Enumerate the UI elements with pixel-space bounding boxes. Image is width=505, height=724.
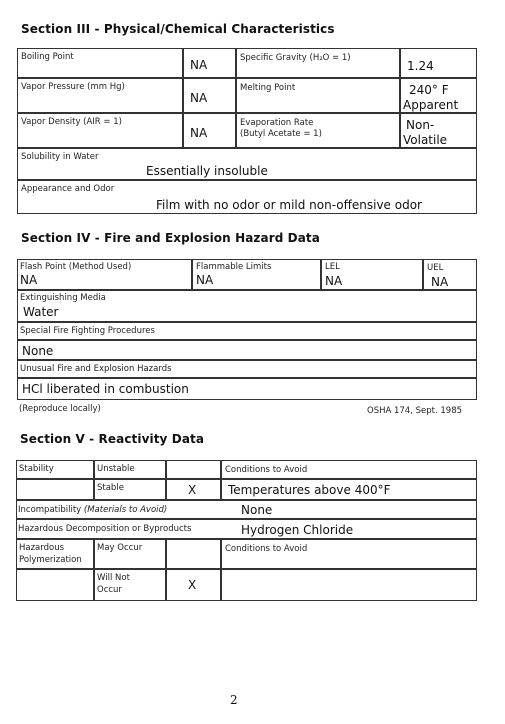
special-procedures-label-cell [17, 322, 477, 340]
specific-gravity-value: 1.24 [407, 59, 434, 73]
conditions-label: Conditions to Avoid [225, 465, 308, 475]
special-procedures-label: Special Fire Fighting Procedures [20, 326, 155, 336]
flammable-limits-label: Flammable Limits [196, 262, 272, 272]
decomposition-label: Hazardous Decomposition or Byproducts [18, 524, 192, 534]
boiling-point-label: Boiling Point [21, 52, 74, 62]
section-4-title [21, 231, 320, 245]
specific-gravity-value-cell [400, 48, 477, 78]
lel-label: LEL [325, 262, 340, 272]
vapor-pressure-label: Vapor Pressure (mm Hg) [21, 82, 125, 92]
vapor-density-value: NA [190, 126, 208, 140]
section-4-table [17, 259, 477, 400]
boiling-point-value-cell [183, 48, 236, 78]
conditions2-label: Conditions to Avoid [225, 544, 308, 554]
solubility-cell [17, 148, 477, 180]
extinguishing-value: Water [23, 305, 59, 319]
conditions2-value-cell [221, 569, 477, 601]
extinguishing-cell [17, 290, 477, 322]
incompatibility-label [18, 505, 167, 516]
incompatibility-label-plain: Incompatibility [18, 505, 84, 515]
unusual-hazards-value-cell [17, 378, 477, 400]
may-occur-mark-cell [166, 539, 221, 569]
section-3-table [17, 48, 477, 214]
hazpoly-label-cell [16, 539, 94, 569]
extinguishing-label: Extinguishing Media [20, 293, 106, 303]
flash-point-label: Flash Point (Method Used) [20, 262, 132, 272]
hazpoly-label-1: Hazardous [19, 543, 65, 553]
unstable-label-cell [94, 460, 166, 479]
uel-value: NA [431, 275, 449, 289]
section-4-prefix: Section IV - [21, 231, 105, 245]
will-not-occur-cell [94, 569, 166, 601]
incompatibility-label-italic: (Materials to Avoid) [83, 505, 168, 515]
osha-note: OSHA 174, Sept. 1985 [367, 406, 463, 416]
uel-label: UEL [427, 263, 444, 273]
stable-mark-cell [166, 479, 221, 500]
decomposition-value: Hydrogen Chloride [241, 523, 354, 537]
appearance-value: Film with no odor or mild non-offensive odor [156, 198, 422, 212]
section-5-main: Reactivity Data [98, 432, 205, 446]
boiling-point-value: NA [190, 58, 208, 72]
stability-label-cell [16, 460, 94, 479]
stable-label-cell [94, 479, 166, 500]
will-not-label-2: Occur [97, 585, 122, 595]
appearance-cell [17, 180, 477, 214]
will-not-mark: X [188, 578, 197, 592]
unstable-mark-cell [166, 460, 221, 479]
conditions-label-cell [221, 460, 477, 479]
evaporation-label-2: (Butyl Acetate = 1) [240, 129, 322, 139]
section-3-main: Physical/Chemical Characteristics [103, 22, 335, 36]
hazpoly-label-2: Polymerization [19, 555, 82, 565]
flammable-limits-value: NA [196, 273, 214, 287]
vapor-pressure-value: NA [190, 91, 208, 105]
melting-point-value-1: 240° F [409, 83, 449, 97]
flammable-limits-cell [192, 259, 321, 290]
section-4-main: Fire and Explosion Hazard Data [104, 231, 320, 245]
evaporation-value-1: Non- [406, 118, 435, 132]
lel-cell [321, 259, 423, 290]
melting-point-value-2: Apparent [403, 98, 459, 112]
specific-gravity-label-cell [236, 48, 400, 78]
lel-value: NA [325, 274, 343, 288]
uel-cell [423, 259, 477, 290]
special-procedures-value: None [22, 344, 54, 358]
melting-point-label-cell [236, 78, 400, 113]
section-3-prefix: Section III - [21, 22, 104, 36]
incompatibility-value: None [241, 503, 273, 517]
conditions-value: Temperatures above 400°F [228, 483, 391, 497]
solubility-value: Essentially insoluble [146, 164, 268, 178]
hazpoly-blank-cell [16, 569, 94, 601]
will-not-label-1: Will Not [97, 573, 130, 583]
unusual-hazards-value: HCl liberated in combustion [22, 382, 189, 396]
special-procedures-value-cell [17, 340, 477, 360]
stable-label: Stable [97, 483, 124, 493]
unusual-hazards-label: Unusual Fire and Explosion Hazards [20, 364, 172, 374]
conditions2-label-cell [221, 539, 477, 569]
section-3-title [21, 22, 335, 36]
flash-point-value: NA [20, 273, 38, 287]
vapor-pressure-label-cell [17, 78, 183, 113]
appearance-label: Appearance and Odor [21, 184, 115, 194]
page-number: 2 [230, 693, 238, 707]
solubility-label: Solubility in Water [21, 152, 99, 162]
conditions-value-cell [221, 479, 477, 500]
decomposition-cell [16, 519, 477, 539]
will-not-mark-cell [166, 569, 221, 601]
boiling-point-label-cell [17, 48, 183, 78]
incompatibility-cell [16, 500, 477, 519]
section-5-table [16, 460, 477, 601]
stable-mark: X [188, 483, 197, 497]
vapor-density-value-cell [183, 113, 236, 148]
vapor-pressure-value-cell [183, 78, 236, 113]
evaporation-label-cell [236, 113, 400, 148]
stability-label: Stability [19, 464, 54, 474]
melting-point-value-cell [400, 78, 477, 113]
vapor-density-label: Vapor Density (AIR = 1) [21, 117, 122, 127]
reproduce-locally-note: (Reproduce locally) [19, 404, 101, 414]
stability-blank-cell [16, 479, 94, 500]
flash-point-cell [17, 259, 192, 290]
evaporation-value-cell [400, 113, 477, 148]
melting-point-label: Melting Point [240, 83, 296, 93]
specific-gravity-label: Specific Gravity (H₂O = 1) [240, 53, 351, 63]
section-5-title [20, 432, 204, 446]
may-occur-label: May Occur [97, 543, 143, 553]
unusual-hazards-label-cell [17, 360, 477, 378]
evaporation-label-1: Evaporation Rate [240, 118, 314, 128]
section-5-prefix: Section V - [20, 432, 99, 446]
unstable-label: Unstable [97, 464, 135, 474]
may-occur-cell [94, 539, 166, 569]
vapor-density-label-cell [17, 113, 183, 148]
evaporation-value-2: Volatile [403, 133, 448, 147]
